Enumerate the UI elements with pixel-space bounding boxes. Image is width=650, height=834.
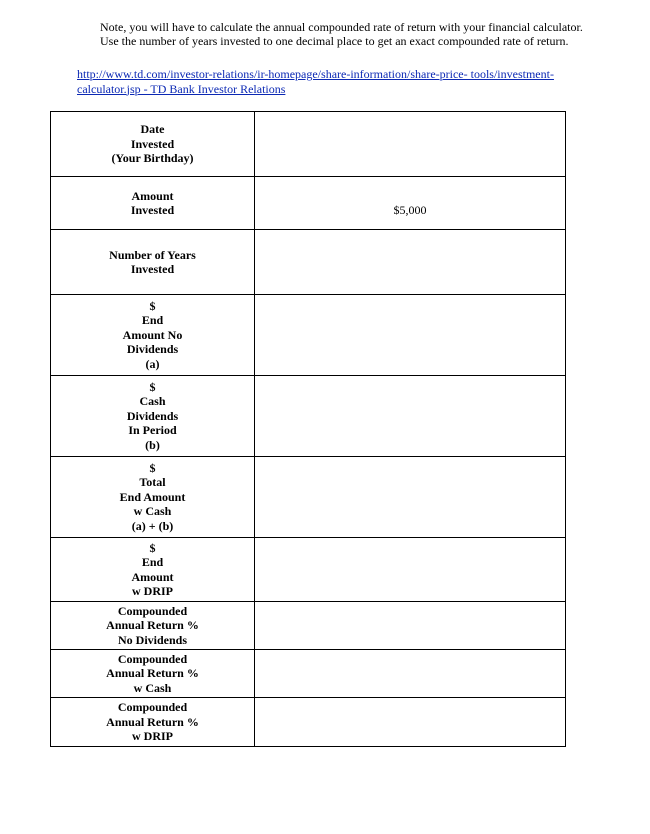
row-label-line: Invested <box>130 203 175 217</box>
row-label <box>51 602 255 650</box>
row-label-line: Invested <box>130 136 175 151</box>
row-label-line: Annual Return % <box>106 666 199 681</box>
row-label-line: (b) <box>145 437 160 452</box>
link-line-2[interactable]: calculator.jsp - TD Bank Investor Relations <box>77 81 286 96</box>
row-label <box>51 376 255 457</box>
row-value-cell[interactable] <box>255 295 566 376</box>
row-label-line: Dividends <box>126 342 179 357</box>
row-label-line: (a) + (b) <box>131 518 174 533</box>
row-value-cell[interactable] <box>255 230 566 295</box>
row-value <box>255 562 565 577</box>
row-label-line: Amount <box>131 188 174 203</box>
row-value <box>255 666 565 681</box>
row-label-line: Number of Years <box>109 247 196 262</box>
row-label-line: (Your Birthday) <box>111 151 194 166</box>
row-years-invested <box>51 230 566 295</box>
note-line-1: Note, you will have to calculate the annual compounded rate of return with your financial calculator. <box>100 20 583 34</box>
row-value-cell[interactable] <box>255 602 566 650</box>
row-return-drip <box>51 698 566 747</box>
row-return-cash <box>51 650 566 698</box>
row-label-line: Annual Return % <box>106 714 199 729</box>
row-label <box>51 295 255 376</box>
row-amount-invested <box>51 177 566 230</box>
row-value <box>255 409 565 424</box>
row-value-cell[interactable] <box>255 698 566 747</box>
row-value: $5,000 <box>393 203 427 217</box>
row-label-line: $ <box>149 298 156 313</box>
row-label <box>51 112 255 177</box>
row-value <box>255 255 565 270</box>
row-label-line: Total <box>139 475 166 490</box>
row-value <box>255 137 565 152</box>
row-total-end-amount-cash <box>51 457 566 538</box>
instruction-note <box>100 20 640 48</box>
row-value <box>255 490 565 505</box>
row-label <box>51 698 255 747</box>
row-value-cell[interactable] <box>255 376 566 457</box>
row-label-line: End <box>141 555 164 569</box>
row-label-line: Date <box>140 122 165 137</box>
row-value-cell[interactable] <box>255 112 566 177</box>
row-label-line: (a) <box>145 356 160 371</box>
row-label-line: No Dividends <box>117 632 188 647</box>
row-end-amount-no-dividends <box>51 295 566 376</box>
row-value <box>255 328 565 343</box>
row-label-line: Compounded <box>117 603 188 618</box>
row-label-line: In Period <box>128 423 177 438</box>
row-label-line: Amount No <box>122 327 183 342</box>
row-label-line: Compounded <box>117 651 188 666</box>
row-value-cell[interactable] <box>255 457 566 538</box>
row-end-amount-drip <box>51 538 566 602</box>
note-line-2: Use the number of years invested to one decimal place to get an exact compounded rate of return. <box>100 34 569 48</box>
row-label-line: Dividends <box>126 408 179 423</box>
row-label-line: Compounded <box>117 700 188 715</box>
row-label <box>51 457 255 538</box>
row-value-cell[interactable] <box>255 538 566 602</box>
row-value-cell[interactable] <box>255 650 566 698</box>
row-value <box>255 618 565 633</box>
row-label-line: $ <box>149 460 156 475</box>
row-label-line: Cash <box>139 394 166 409</box>
link-line-1[interactable]: http://www.td.com/investor-relations/ir-homepage/share-information/share-price- tools/investment- <box>77 67 554 81</box>
row-cash-dividends <box>51 376 566 457</box>
row-return-no-dividends <box>51 602 566 650</box>
row-value-cell[interactable] <box>255 177 566 230</box>
investment-calculation-table <box>50 111 566 747</box>
row-label-line: Invested <box>130 262 175 276</box>
row-label-line: End Amount <box>119 489 186 504</box>
row-label-line: Amount <box>131 569 174 584</box>
row-label <box>51 230 255 295</box>
row-label-line: $ <box>149 379 156 394</box>
row-label-line: w Cash <box>133 680 172 695</box>
row-label-line: End <box>141 313 164 328</box>
row-label-line: w Cash <box>133 504 172 519</box>
row-label-line: w DRIP <box>132 584 173 598</box>
row-label <box>51 650 255 698</box>
td-investor-relations-link[interactable] <box>77 67 597 96</box>
row-label-line: $ <box>149 540 156 555</box>
row-label <box>51 538 255 602</box>
row-date-invested <box>51 112 566 177</box>
row-label-line: w DRIP <box>132 729 173 744</box>
row-label-line: Annual Return % <box>106 618 199 633</box>
row-label <box>51 177 255 230</box>
row-value <box>255 715 565 730</box>
